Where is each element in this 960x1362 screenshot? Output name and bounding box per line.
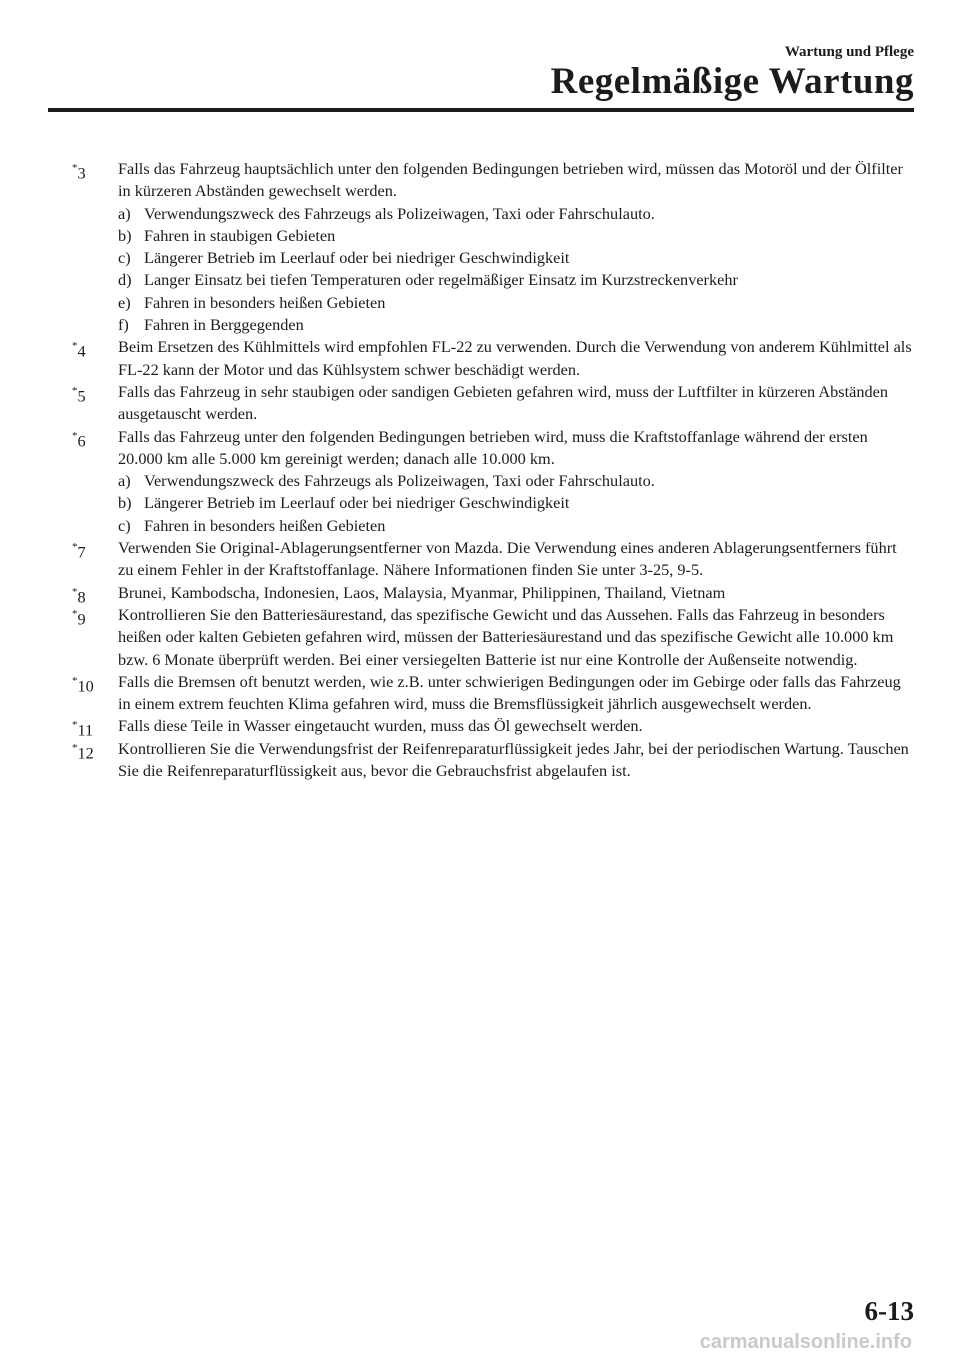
subitem-letter: f) xyxy=(118,315,129,335)
footnote-text: Falls das Fahrzeug hauptsächlich unter den folgenden Bedingungen betrieben wird, müssen das Motoröl und der Ölfilter in kürzeren Abständen gewechselt werden. xyxy=(118,159,903,201)
subitem-text: Verwendungszweck des Fahrzeugs als Polizeiwagen, Taxi oder Fahrschulauto. xyxy=(144,471,655,491)
footnote-number: 5 xyxy=(77,386,86,406)
section-title: Wartung und Pflege xyxy=(784,44,914,60)
subitem-letter: c) xyxy=(118,515,131,535)
subitem-text: Längerer Betrieb im Leerlauf oder bei niedriger Geschwindigkeit xyxy=(144,493,570,513)
footnote-marker xyxy=(72,738,94,765)
footnote-subitem xyxy=(118,225,914,247)
footnote-number: 6 xyxy=(77,430,86,450)
header-divider xyxy=(48,108,914,112)
footnote-list xyxy=(72,158,914,782)
footnote-text: Falls das Fahrzeug in sehr staubigen oder sandigen Gebieten gefahren wird, muss der Luftfilter in kürzeren Abständen ausgetauscht werden. xyxy=(118,381,888,424)
subitem-letter: e) xyxy=(118,292,131,312)
footnote-star: * xyxy=(72,607,78,620)
page-title: Regelmäßige Wartung xyxy=(550,61,914,102)
footnote-star: * xyxy=(72,162,78,174)
footnote-number: 8 xyxy=(77,587,86,607)
page-number: 6-13 xyxy=(864,1296,914,1326)
subitem-text: Fahren in besonders heißen Gebieten xyxy=(144,292,386,312)
footnote-marker xyxy=(72,158,86,185)
footnote-number: 3 xyxy=(77,163,86,183)
subitem-letter: a) xyxy=(118,471,131,491)
footnote xyxy=(72,715,914,740)
footnote-text: Verwenden Sie Original-Ablagerungsentferner von Mazda. Die Verwendung eines anderen Ablagerungsentferners führt zu einem Fehler in der Kraftstoffanlage. Nähere Informationen finden Sie unter 3-25, 9-5. xyxy=(118,538,897,580)
footnote-subitem xyxy=(118,470,914,492)
footnote-subitem xyxy=(118,203,914,225)
footnote-marker xyxy=(72,336,86,363)
footnote-number: 7 xyxy=(77,542,86,562)
footnote-star: * xyxy=(72,741,78,754)
footnote-marker xyxy=(72,381,86,408)
footnote-star: * xyxy=(72,585,78,598)
footnote-star: * xyxy=(72,674,78,687)
footnote-subitem xyxy=(118,292,914,314)
footnote-subitem xyxy=(118,247,914,269)
subitem-letter: d) xyxy=(118,270,132,290)
footnote-star: * xyxy=(72,384,78,397)
footnote xyxy=(72,604,914,671)
footnote-text: Beim Ersetzen des Kühlmittels wird empfohlen FL-22 zu verwenden. Durch die Verwendung von anderem Kühlmittel als FL-22 kann der Motor und das Kühlsystem schwer beschädigt werden. xyxy=(118,337,912,379)
footnote xyxy=(72,426,914,537)
footnote xyxy=(72,671,914,716)
footnote-star: * xyxy=(72,429,78,442)
footnote-marker xyxy=(72,426,86,453)
footnote xyxy=(72,537,914,582)
subitem-letter: b) xyxy=(118,493,132,513)
footnote-number: 11 xyxy=(77,720,94,740)
footnote-text: Kontrollieren Sie die Verwendungsfrist der Reifenreparaturflüssigkeit jedes Jahr, bei der periodischen Wartung. Tauschen Sie die Reifenreparaturflüssigkeit aus, bevor die Gebrauchsfrist abgelaufen ist. xyxy=(118,738,909,781)
footnote-number: 4 xyxy=(77,341,86,361)
subitem-text: Fahren in staubigen Gebieten xyxy=(144,225,336,245)
footnote-text: Brunei, Kambodscha, Indonesien, Laos, Malaysia, Myanmar, Philippinen, Thailand, Vietnam xyxy=(118,582,726,602)
footnote-marker xyxy=(72,537,86,564)
footnote-star: * xyxy=(72,340,78,353)
footnote-star: * xyxy=(72,719,78,732)
subitem-text: Fahren in Berggegenden xyxy=(144,315,304,335)
footnote-subitem xyxy=(118,314,914,336)
footnote xyxy=(72,738,914,783)
watermark: carmanualsonline.info xyxy=(699,1331,912,1353)
footnote-marker xyxy=(72,671,94,698)
footnote-text: Falls die Bremsen oft benutzt werden, wie z.B. unter schwierigen Bedingungen oder im Gebirge oder falls das Fahrzeug in einem extrem feuchten Klima gefahren wird, muss die Bremsflüssigkeit jährlich ausgewechselt werden. xyxy=(118,671,901,714)
footnote xyxy=(72,582,914,607)
footnote-text: Falls diese Teile in Wasser eingetaucht wurden, muss das Öl gewechselt werden. xyxy=(118,716,643,736)
footnote xyxy=(72,158,914,336)
subitem-text: Längerer Betrieb im Leerlauf oder bei niedriger Geschwindigkeit xyxy=(144,248,570,268)
footnote-subitem xyxy=(118,515,914,537)
subitem-letter: b) xyxy=(118,225,132,245)
footnote xyxy=(72,336,914,381)
footnote xyxy=(72,381,914,426)
footnote-marker xyxy=(72,604,86,631)
footnote-text: Falls das Fahrzeug unter den folgenden Bedingungen betrieben wird, muss die Kraftstoffanlage während der ersten 20.000 km alle 5.000 km gereinigt werden; danach alle 10.000 km. xyxy=(118,426,868,468)
footnote-subitem xyxy=(118,269,914,291)
footnote-number: 9 xyxy=(77,609,86,629)
footnote-number: 10 xyxy=(77,676,94,696)
footnote-number: 12 xyxy=(77,743,94,763)
subitem-letter: c) xyxy=(118,248,131,268)
subitem-text: Fahren in besonders heißen Gebieten xyxy=(144,515,386,535)
subitem-text: Langer Einsatz bei tiefen Temperaturen oder regelmäßiger Einsatz im Kurzstreckenverkehr xyxy=(144,270,738,290)
footnote-star: * xyxy=(72,541,78,554)
footnote-text: Kontrollieren Sie den Batteriesäurestand, das spezifische Gewicht und das Aussehen. Falls das Fahrzeug in besonders heißen oder kalten Gebieten gefahren wird, müssen der Batteriesäurestand und das spezifische Gewicht alle 10.000 km bzw. 6 Monate überprüft werden. Bei einer versiegelten Batterie ist nur eine Kontrolle der Außenseite notwendig. xyxy=(118,604,894,669)
subitem-text: Verwendungszweck des Fahrzeugs als Polizeiwagen, Taxi oder Fahrschulauto. xyxy=(144,203,655,223)
footnote-subitem xyxy=(118,492,914,514)
subitem-letter: a) xyxy=(118,203,131,223)
